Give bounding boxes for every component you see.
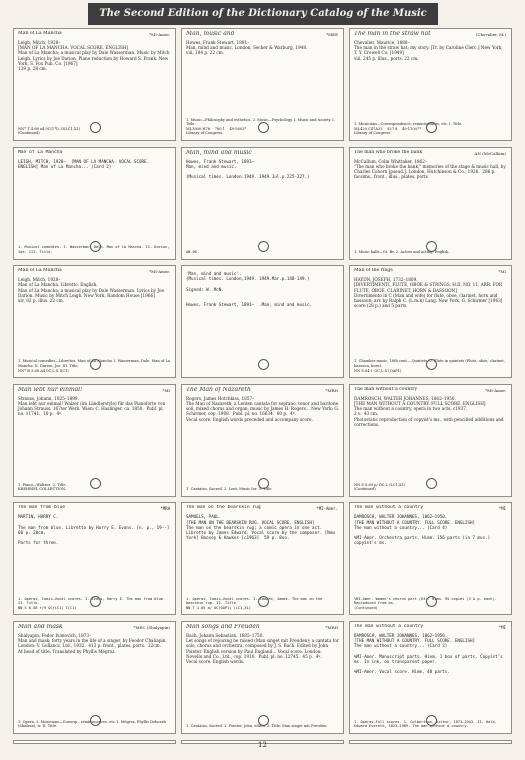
catalog-card (13, 621, 176, 734)
card-heading: The man without a country (354, 623, 424, 629)
catalog-card (13, 147, 176, 260)
card-body: Leigh, Mitch, 1928– Man of La Mancha. Libretto. English. Man of La Mancha; a musical play by Dale Wasserman. Lyrics by Joe Darion. Music by Mitch Leigh. New York, Random House [1966] xiv, 82 p. illus. 22 cm. (18, 277, 165, 303)
catalog-card (181, 265, 344, 378)
card-call-number: *MRH (325, 624, 338, 630)
card-body: Strauss, Johann, 1825–1899. Man lebt nur einmal! Walzer (im Ländlerstyle) für das Pianoforte von Johann Strauss. 167ter Werk. Wien: C. Haslinger, ca. 1850. Publ. pl. no. 11741. 10 p. 4º. (18, 395, 166, 417)
card-heading: The man who broke the bank (354, 149, 423, 155)
card-heading: The man on the bearskin rug (186, 505, 261, 511)
card-call-number: *MI-Amer. (149, 32, 170, 37)
catalog-card (349, 621, 512, 734)
card-punch-hole (426, 122, 437, 133)
catalog-card (13, 265, 176, 378)
card-tracings: %MI-Amer. Women's chorus part (E4). Hiem. 95 copies (3 & p. each). Reproduced from ms. (Continued) (354, 596, 497, 610)
card-call-number: *MEC (Shalyapin) (133, 624, 170, 630)
card-body: DAMROSCH, WALTER JOHANNES, 1862–1950. [THE MAN WITHOUT A COUNTRY. FULL SCORE. ENGLISH] The man without a country... (Card 3) %MI-Amer. Manuscript parts. Hiem. 1 box of parts. Copyist's ms. In ink, on transparent paper. %MI-Amer. Vocal score. Hiem. 48 parts. (354, 632, 503, 675)
card-tracings: 1. Music—Philosophy and esthetics. 2. Music—Psychology. I. Music and society. I. Title. ML3800.H76 780.1 49-5603* Library of Congress (186, 117, 335, 136)
card-punch-hole (258, 359, 269, 370)
card-tracings: 1. Musical comedies—Librettos. Man of La Mancha. I. Wasserman, Dale. Man of La Mancha. II. Darion, Joe. III. Title. NN* R 3.68 A4.0C,L,X I(C1) (18, 359, 171, 373)
page-number: 12 (258, 741, 267, 749)
catalog-card (349, 384, 512, 497)
card-punch-hole (90, 122, 101, 133)
card-body: Rogers, James Hotchkiss, 1857– The Man of Nazareth; a Lenten cantata for soprano, tenor and baritone soli, mixed chorus and organ, music by James H. Rogers... New York: G. Schirmer, cop. 1908. Publ. pl. no. 16634. 60 p. 4º. Vocal score. English words preceded and accompany score. (186, 395, 339, 422)
card-tracings: 1. Piano—Waltzes. 2. Title. KREHBIEL COLLECTION. (18, 482, 67, 492)
card-body: Leigh, Mitch, 1928– [MAN OF LA MANCHA. VOCAL SCORE. ENGLISH] Man of La Mancha; a musical play by Dale Wasserman. Music by Mitch Leigh. Lyrics by Joe Darion. Piano reduction by Howard S. Frank. New York, S. Fox Pub. Co. [1967] 139 p. 28 cm. (18, 40, 170, 72)
card-punch-hole (426, 478, 437, 489)
catalog-card (13, 502, 176, 615)
page-title-bar (88, 3, 438, 25)
page-title: The Second Edition of the Dictionary Catalog of the Music (99, 8, 427, 19)
card-body: Howes, Frank Stewart, 1891– Man, mind and music. (Musical times. London.1949. 1949.Jul.p.225-227.) (186, 158, 310, 180)
catalog-card (181, 384, 344, 497)
card-heading: The man in the straw hat (354, 31, 431, 37)
card-body: McCallum, Colin Whittaker, 1862– "The man who broke the bank," memories of the stage & music hall, by Charles Coborn [pseud.]. London, Hutchinson & Co., 1928. 286 p. facsims., front., illus., plates, ports. (354, 158, 506, 180)
card-call-number: *MI (498, 269, 506, 275)
catalog-card (349, 265, 512, 378)
card-tracings: 1. Cantatas, Sacred. 2. Pointer, John, editor. 3. Title: Man singet mit Freuden. (186, 724, 328, 729)
card-tracings: 1. Opera. 2. Musicians—Corresp., reminiscences, etc. I. Mégroz, Phyllis Deborah (Shafran), tr. II. Title. (18, 719, 167, 729)
card-punch-hole (90, 241, 101, 252)
card-tracings: 1. Music halls—Gt. Br. 2. Actors and acting, English. (354, 250, 450, 254)
card-call-number: *MRH (160, 506, 170, 512)
card-heading: The man without a country (354, 505, 424, 511)
card-tracings: 1. Chamber music, 18th cent.—Quintets. 2. Flute in quintets (Flute, oboe, clarinet, bassoon, horn). NN S.64.t OC,L,X (OAP1) (354, 359, 505, 373)
card-punch-hole (90, 715, 101, 726)
card-heading: Man, mind and music (186, 149, 252, 156)
card-heading: The man from blue (18, 505, 66, 511)
card-tracings: 1. Musicians—Correspondence, reminiscences, etc. I. Title. ML420.C47A33 927.8 49-11007* Library of Congress (354, 122, 463, 136)
card-call-number: *MI (498, 624, 506, 630)
card-heading: Man songs and Freuden (186, 623, 260, 630)
card-call-number: *MRH (325, 387, 338, 393)
card-body: Chevalier, Maurice, 1888– The man in the straw hat; my story. [Tr. by Caroline Clerc.] New York, T. Y. Crowell Co. [1949] viii, 245 p. illus., ports. 22 cm. (354, 40, 503, 61)
card-body: DAMROSCH, WALTER JOHANNES, 1862–1950. [THE MAN WITHOUT A COUNTRY. FULL SCORE. ENGLISH] The man without a country... (Card 4) %MI-Amer. Orchestra parts. Hiem. 156 parts (in 7 mus.) copyist's ms. (354, 514, 491, 546)
card-heading: The man without a country (354, 386, 418, 392)
card-body: DAMROSCH, WALTER JOHANNES, 1862–1950. [THE MAN WITHOUT A COUNTRY. FULL SCORE. ENGLISH] The man without a country, opera in two acts, c1937. 2 v. 43 cm. Photostatic reproduction of copyist's ms., with pencilled additions and corrections. (354, 395, 504, 427)
card-punch-hole (258, 241, 269, 252)
card-call-number: *MI (162, 387, 170, 393)
card-body: MARTIN, HARRY C. The man from blue. Libretto by Harry E. Evans. [n. p., 19--] 60 p. 28cm. Parts for three. (18, 514, 170, 546)
card-tracings: 1. Operas—Full scores. 1. Colbertson, Arthur, 1871–1943. II. Hale, Edward Everett, 1822–1909. The man without a country. (354, 719, 499, 729)
card-call-number: *MI (498, 506, 506, 512)
card-heading: Man, music and (186, 31, 235, 37)
catalog-card (181, 28, 344, 141)
catalog-card (13, 384, 176, 497)
card-body: SAMUELS, PAUL. [THE MAN ON THE BEARSKIN RUG. VOCAL SCORE. ENGLISH] The man on the bearskin rug; a comic opera in one act. Libretto by James Edward. Vocal score by the composer. [New York] Boosey & Hawkes [c1963] 59 p. 8vo. (186, 514, 335, 541)
card-punch-hole (426, 715, 437, 726)
card-heading: Man lebt nur einmal! (18, 386, 83, 393)
card-tracings: 1. Operas, Comic—Vocal scores. I. Evans, Harry E. The man from blue. II. Title. NN S 6.58 r/9 OC(LC1) I(C1) (18, 596, 166, 610)
card-body: 'Man, mind and music'. (Musical times. London,1949. 1949.Mar.p.148-149.) Signed: W. McN. Howes, Frank Stewart, 1891– .Man, mind and music. (186, 271, 313, 308)
catalog-card (13, 28, 176, 141)
card-punch-hole (258, 478, 269, 489)
card-body: Bach, Johann Sebastian, 1685–1750. Let songs of rejoicing be raised (Man singet mit Freuden); a cantata for solo, chorus and orchestra, composed by J. S. Bach. Edited by John Pointer. English version by Paul England... Vocal score. London: Novello and Co., Ltd., cop. 1910. Publ. pl. no. 12745. 45 p. 4º. Vocal score. English words. (186, 632, 339, 664)
card-heading: Man and mask (18, 623, 63, 630)
card-tracings: AN-06. (186, 250, 199, 254)
card-body: HAYDN, JOSEPH, 1732–1809. [DIVERTIMENTI, FLUTE, OBOE & STRINGS, H.II, NO. 11, ARR. FOR FLUTE, OBOE, CLARINET, HORN & BASSOON] Divertimento in C (Man and wife) for flute, oboe, clarinet, horn and bassoon; arr. by Ralph C. (L.m.k) Lang. New York, G. Schirmer [1963] score (28 p.) and 5 parts. (354, 277, 503, 309)
catalog-card (181, 621, 344, 734)
card-punch-hole (258, 715, 269, 726)
catalog-card (349, 28, 512, 141)
card-body: LEIGH, MITCH, 1928– [MAN OF LA MANCHA. VOCAL SCORE. ENGLISH] Man of La Mancha... (Card 2) (18, 158, 152, 169)
card-punch-hole (90, 478, 101, 489)
card-heading: Man of La Mancha (18, 149, 63, 155)
card-body: Howes, Frank Stewart, 1891– Man, mind and music. London, Secker & Warburg, 1948. viii, 184 p. 22 cm. (186, 40, 308, 56)
card-tracings: NN S 8.69 p/ OC,L (LC1,X1) (Continued) (354, 482, 406, 492)
card-heading: Man of La Mancha (18, 268, 62, 274)
catalog-card (349, 147, 512, 260)
card-heading: Man of La Mancha (18, 31, 62, 36)
card-call-number: AN (McCallum) (474, 150, 506, 156)
card-body: Shalyapin, Fedor Ivanovich, 1873– Man and mask; forty years in the life of a singer, by Feodor Chaliapin. London: V. Gollancz, Ltd., 1932. 413 p. front., plates, ports. 22cm. At head of title: Translated by Phyllis Mégroz. (18, 632, 167, 654)
card-call-number: *MI-Amer. (316, 506, 338, 512)
card-call-number: *MI-Amer. (485, 387, 506, 393)
catalog-card (181, 502, 344, 615)
card-call-number: (Chevalier, M.) (475, 32, 506, 37)
catalog-card-grid (13, 28, 512, 734)
card-tracings: 1. Musical comedies. I. Wasserman, Dale. Man of La Mancha. II. Darion, Joe. III. Title. (18, 245, 172, 254)
card-tracings: 1. Cantatas, Sacred. 2. Lent, Music for. 3. Title. (186, 487, 273, 492)
card-call-number: *MI-Amer. (149, 269, 170, 275)
card-tracings: NN* T 4.68 a4.0C(1*I), II(LC1,X1) (Continued) (18, 126, 81, 136)
card-heading: The Man of Nazareth (186, 386, 251, 393)
catalog-card (349, 502, 512, 615)
card-heading: Man of the rings (354, 268, 393, 274)
card-call-number: *MEE (326, 32, 338, 37)
card-punch-hole (258, 122, 269, 133)
catalog-card (181, 147, 344, 260)
card-tracings: 1. Operas, Comic—Vocal scores. I. Edward, James. The man on the bearskin rug. II. Title. NN T 1.65 a/ OC(OAP1) (LC1,X1) (186, 596, 323, 610)
card-punch-hole (426, 241, 437, 252)
